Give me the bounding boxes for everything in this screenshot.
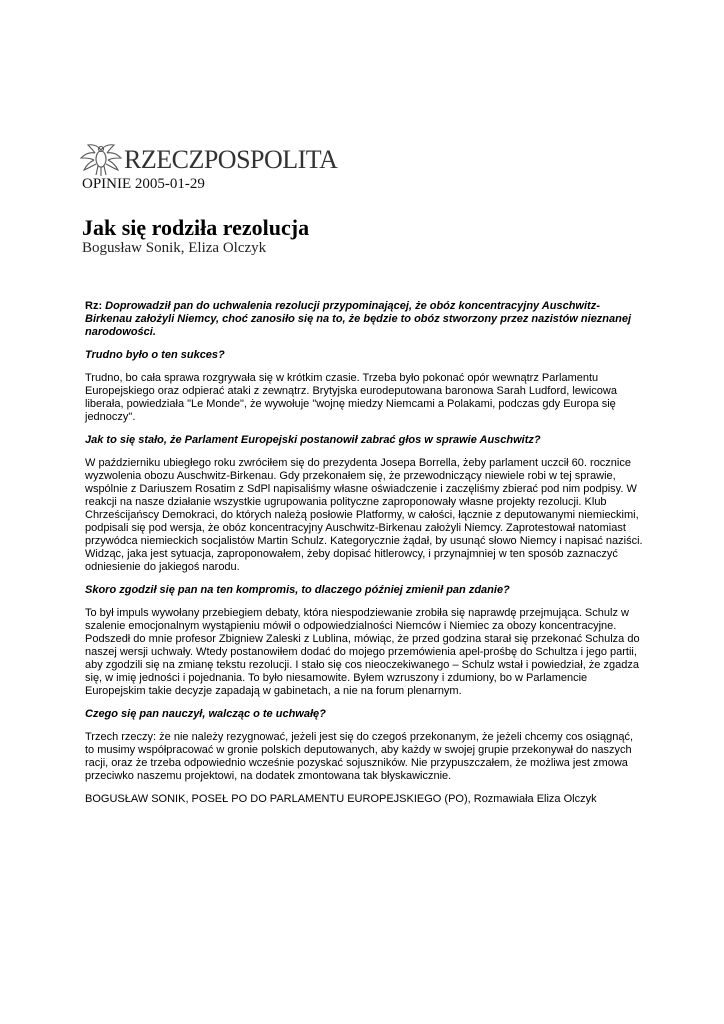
article-authors: Bogusław Sonik, Eliza Olczyk — [82, 240, 267, 256]
question-1: Trudno było o ten sukces? — [85, 349, 225, 361]
section-date: OPINIE 2005-01-29 — [82, 176, 205, 192]
answer-3: To był impuls wywołany przebiegiem debaty, która niespodziewanie zrobiła się naprawdę przejmująca. Schulz w szalenie emocjonalnym wystąpieniu mówił o odpowiedzialności Niemców i Niemiec za obozy koncentracyjne. Podszedł do mnie profesor Zbigniew Zaleski z Lublina, mówiąc, że przed godzina starał się przekonać Schulza do naszej wersji uchwały. Wtedy postanowiłem dodać do mojego przemówienia apel-prośbę do Schultza i jego partii, aby zgodzili się na zmianę tekstu rezolucji. I stało się cos nieoczekiwanego – Schulz wstał i powiedział, że zgadza się, w imię jedności i pojednania. To było niesamowite. Byłem wzruszony i zdumiony, bo w Parlamencie Europejskim takie decyzje zapadają w gabinetach, a nie na forum plenarnym. — [85, 607, 640, 697]
question-2: Jak to się stało, że Parlament Europejski postanowił zabrać głos w sprawie Auschwitz? — [85, 434, 541, 446]
eagle-icon — [80, 142, 122, 178]
article-footer: BOGUSŁAW SONIK, POSEŁ PO DO PARLAMENTU EUROPEJSKIEGO (PO), Rozmawiała Eliza Olczyk — [85, 793, 597, 805]
lead-question-text: Doprowadził pan do uchwalenia rezolucji przypominającej, że obóz koncentracyjny Auschwitz-Birkenau założyli Niemcy, choć zanosiło się na to, że będzie to obóz stworzony przez nazistów nieznanej narodowości. — [85, 300, 632, 338]
article-body — [85, 300, 645, 816]
lead-question — [85, 300, 645, 339]
question-4: Czego się pan nauczył, walcząc o te uchwałę? — [85, 708, 326, 720]
article-title: Jak się rodziła rezolucja — [82, 215, 310, 240]
brand-name: RZECZPOSPOLITA — [124, 145, 338, 174]
lead-prefix: Rz: — [85, 300, 103, 312]
answer-1: Trudno, bo cała sprawa rozgrywała się w krótkim czasie. Trzeba było pokonać opór wewnątrz Parlamentu Europejskiego oraz odpierać ataki z zewnątrz. Brytyjska eurodeputowana baronowa Sarah Ludford, lewicowa liberała, powiedziała "Le Monde", że wywołuje "wojnę miedzy Niemcami a Polakami, podczas gdy Europa się jednoczy". — [85, 372, 617, 423]
answer-4: Trzech rzeczy: że nie należy rezygnować, jeżeli jest się do czegoś przekonanym, że jeżeli chcemy cos osiągnąć, to musimy współpracować w gronie polskich deputowanych, aby każdy w swojej grupie przekonywał do naszych racji, oraz że trzeba odpowiednio wcześnie pozyskać sojuszników. Nie przypuszczałem, że możliwa jest zmowa przeciwko naszemu projektowi, na dodatek zmontowana tak błyskawicznie. — [85, 731, 634, 782]
answer-2: W październiku ubiegłego roku zwróciłem się do prezydenta Josepa Borrella, żeby parlament uczcił 60. rocznice wyzwolenia obozu Auschwitz-Birkenau. Gdy przekonałem się, że przewodniczący niewiele robi w tej sprawie, wspólnie z Dariuszem Rosatim z SdPl napisaliśmy własne oświadczenie i zaczęliśmy zbierać pod nim podpisy. W reakcji na nasze działanie wszystkie ugrupowania polityczne zaproponowały własne projekty rezolucji. Klub Chrześcijańscy Demokraci, do których należą posłowie Platformy, w całości, łącznie z deputowanymi niemieckimi, podpisali się pod wersja, że obóz koncentracyjny Auschwitz-Birkenau założyli Niemcy. Zaprotestował natomiast przywódca niemieckich socjalistów Martin Schulz. Kategorycznie żądał, by usunąć słowo Niemcy i napisać naziści. Widząc, jaka jest sytuacja, zaproponowałem, żeby dopisać hitlerowcy, i przynajmniej w ten sposób zaznaczyć odniesienie do jakiegoś narodu. — [85, 457, 643, 573]
masthead — [80, 142, 337, 178]
question-3: Skoro zgodził się pan na ten kompromis, to dlaczego później zmienił pan zdanie? — [85, 584, 510, 596]
